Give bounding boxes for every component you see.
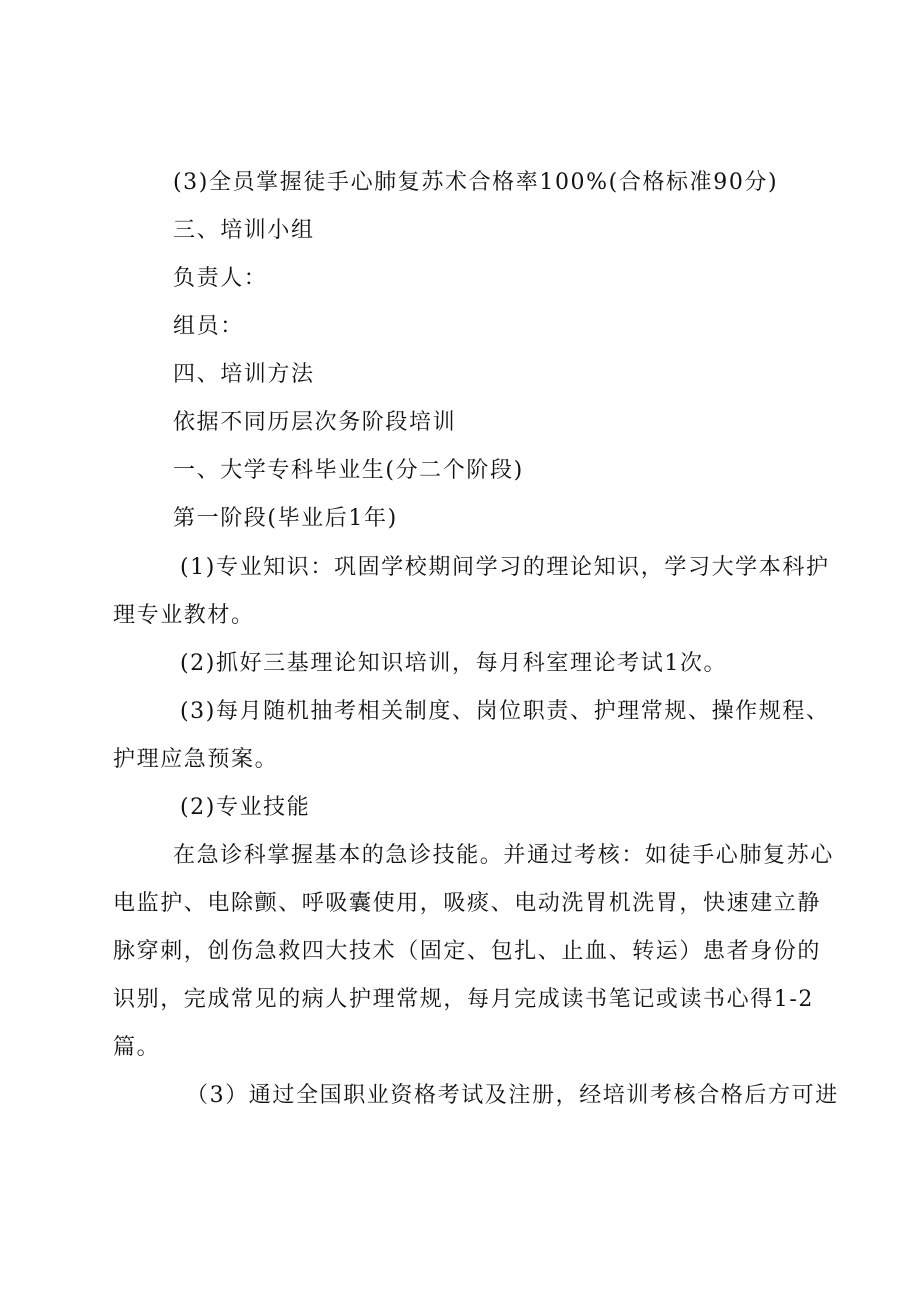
stage-one-heading: 第一阶段(毕业后1年) — [173, 506, 398, 531]
paragraph-random-exam-line-2: 护理应急预案。 — [113, 747, 279, 772]
paragraph-emergency-skills-line-5: 篇。 — [113, 1035, 161, 1060]
paragraph-professional-skills-heading: (2)专业技能 — [180, 795, 311, 820]
paragraph-professional-knowledge-line-1: (1)专业知识：巩固学校期间学习的理论知识，学习大学本科护 — [180, 555, 830, 580]
paragraph-emergency-skills-line-3: 脉穿刺，创伤急救四大技术（固定、包扎、止血、转运）患者身份的 — [113, 939, 822, 964]
group-leader-label: 负责人： — [173, 266, 268, 291]
paragraph-qualification-exam: （3）通过全国职业资格考试及注册，经培训考核合格后方可进 — [186, 1083, 839, 1108]
paragraph-emergency-skills-line-2: 电监护、电除颤、呼吸囊使用，吸痰、电动洗胃机洗胃，快速建立静 — [113, 891, 822, 916]
paragraph-professional-knowledge-line-2: 理专业教材。 — [113, 603, 255, 628]
goal-item-3: (3)全员掌握徒手心肺复苏术合格率100%(合格标准90分) — [173, 170, 779, 195]
group-members-label: 组员： — [173, 314, 244, 339]
subsection-heading-college-graduates: 一、大学专科毕业生(分二个阶段) — [173, 458, 524, 483]
paragraph-emergency-skills-line-4: 识别，完成常见的病人护理常规，每月完成读书笔记或读书心得1-2 — [113, 987, 815, 1012]
paragraph-emergency-skills-line-1: 在急诊科掌握基本的急诊技能。并通过考核：如徒手心肺复苏心 — [173, 843, 834, 868]
paragraph-basic-theory: (2)抓好三基理论知识培训，每月科室理论考试1次。 — [180, 651, 728, 676]
training-method-text: 依据不同历层次务阶段培训 — [173, 410, 457, 435]
section-heading-training-method: 四、培训方法 — [173, 362, 315, 387]
paragraph-random-exam-line-1: (3)每月随机抽考相关制度、岗位职责、护理常规、操作规程、 — [180, 699, 830, 724]
section-heading-training-group: 三、培训小组 — [173, 218, 315, 243]
